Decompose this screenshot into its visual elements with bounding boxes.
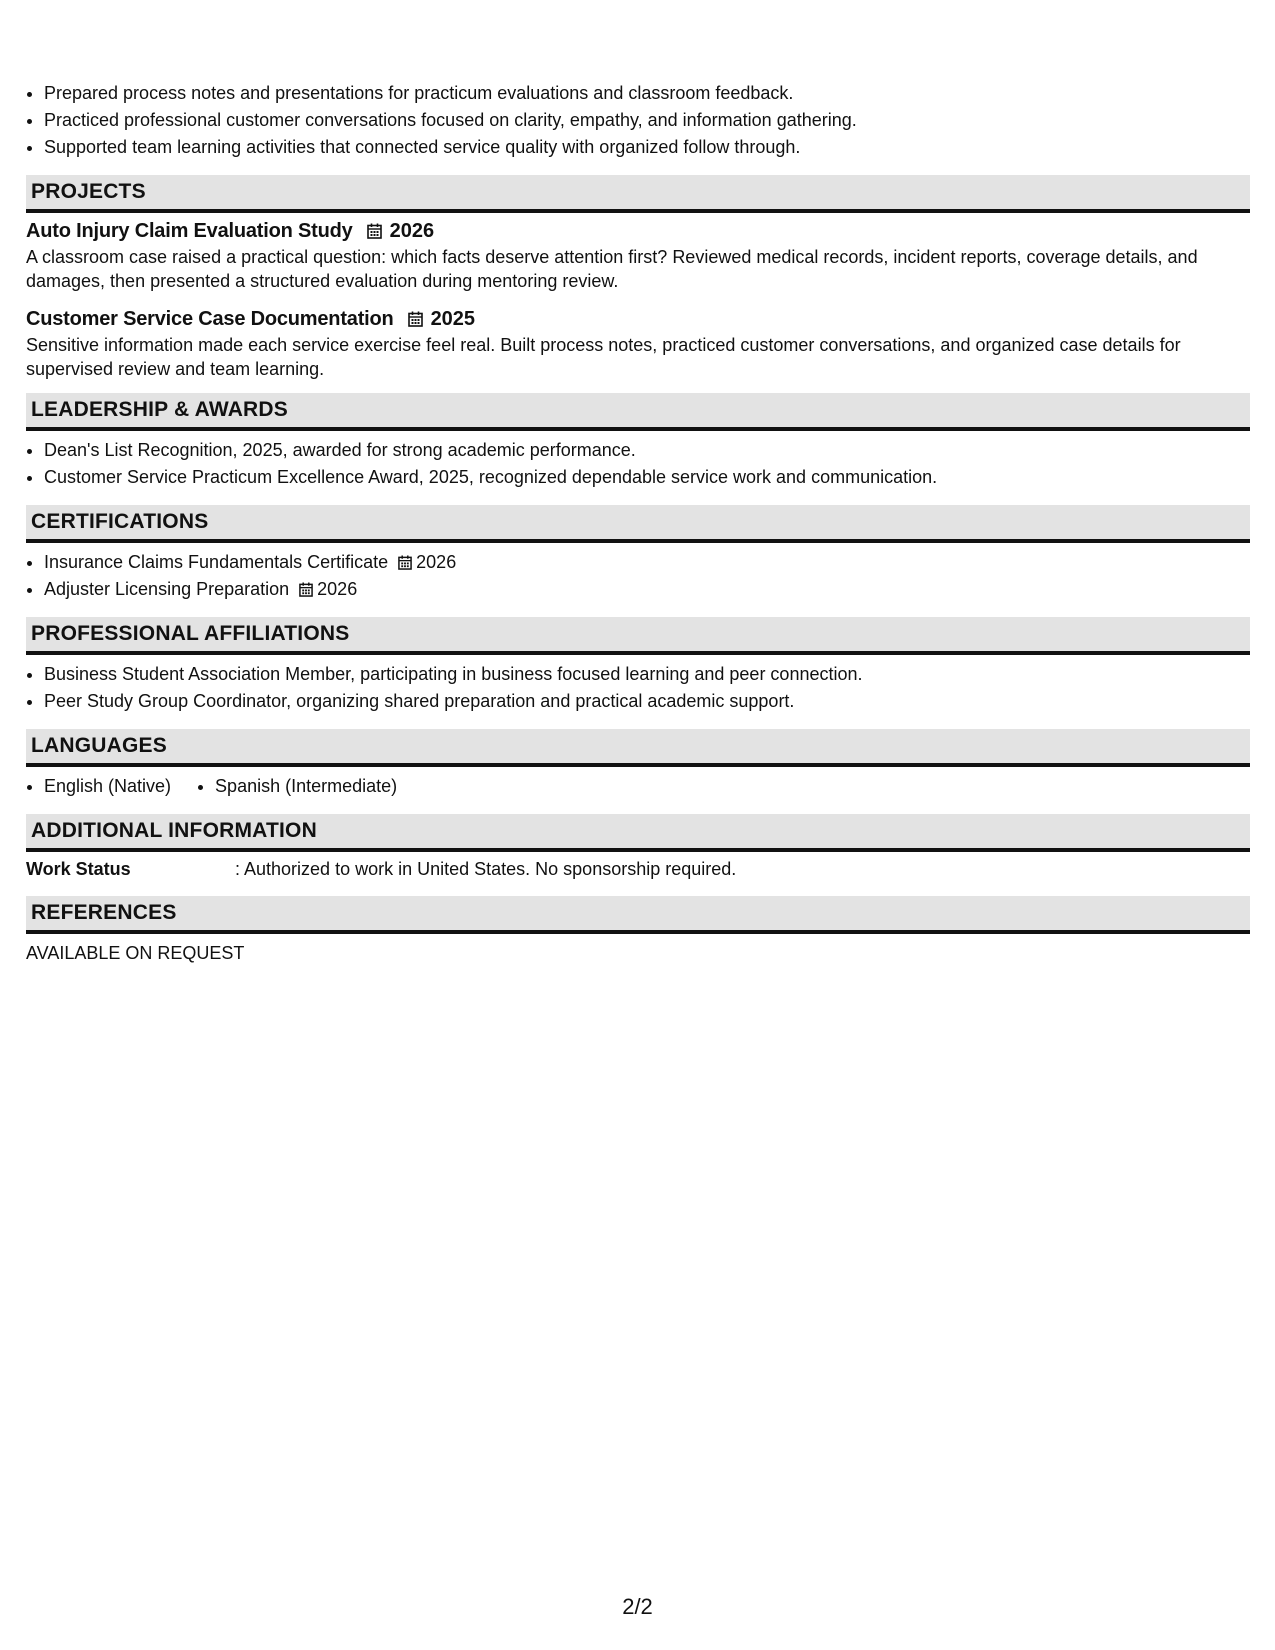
references-section <box>26 896 1250 966</box>
certification-name: • Insurance Claims Fundamentals Certificate <box>44 552 389 572</box>
leadership-section <box>26 393 1250 491</box>
section-header <box>26 617 1250 655</box>
resume-page <box>26 80 1250 966</box>
project-description: A classroom case raised a practical question: which facts deserve attention first? Reviewed medical records, incident reports, coverage details, and damages, then presented a structured evaluation during mentoring review. <box>26 247 1198 291</box>
work-status-value: : Authorized to work in United States. No sponsorship required. <box>235 859 737 879</box>
calendar-icon <box>299 582 313 597</box>
section-header <box>26 814 1250 852</box>
section-title: CERTIFICATIONS <box>31 510 209 533</box>
section-title: LANGUAGES <box>31 734 167 757</box>
certifications-section <box>26 505 1250 603</box>
list-item: • Business Student Association Member, participating in business focused learning and peer connection. <box>44 661 1250 688</box>
section-title: ADDITIONAL INFORMATION <box>31 819 317 842</box>
section-title: PROFESSIONAL AFFILIATIONS <box>31 622 350 645</box>
work-status-label: Work Status <box>26 859 131 879</box>
section-header <box>26 729 1250 767</box>
additional-info-section <box>26 814 1250 882</box>
section-header <box>26 505 1250 543</box>
list-item: • Practiced professional customer conversations focused on clarity, empathy, and information gathering. <box>44 107 1250 134</box>
list-item <box>44 576 1250 603</box>
certification-year: 2026 <box>317 579 358 599</box>
list-item: • Peer Study Group Coordinator, organizing shared preparation and practical academic support. <box>44 688 1250 715</box>
project-item <box>26 217 1250 293</box>
projects-section <box>26 175 1250 381</box>
calendar-icon <box>408 311 423 327</box>
list-item: • Prepared process notes and presentations for practicum evaluations and classroom feedback. <box>44 80 1250 107</box>
certification-name: • Adjuster Licensing Preparation <box>44 579 290 599</box>
awards-list <box>26 437 1250 491</box>
project-year: 2026 <box>389 219 435 242</box>
work-status-row <box>26 856 1250 882</box>
page-number: 2/2 <box>622 1594 653 1619</box>
project-title: Auto Injury Claim Evaluation Study <box>26 219 353 242</box>
section-title: REFERENCES <box>31 901 177 924</box>
affiliations-list <box>26 661 1250 715</box>
project-title: Customer Service Case Documentation <box>26 307 394 330</box>
list-item: • Customer Service Practicum Excellence Award, 2025, recognized dependable service work and communication. <box>44 464 1250 491</box>
certifications-list <box>26 549 1250 603</box>
list-item: • Supported team learning activities that connected service quality with organized follow through. <box>44 134 1250 161</box>
section-header <box>26 175 1250 213</box>
project-item <box>26 305 1250 381</box>
affiliations-section <box>26 617 1250 715</box>
project-year: 2025 <box>430 307 476 330</box>
calendar-icon <box>398 555 412 570</box>
section-title: LEADERSHIP & AWARDS <box>31 398 288 421</box>
list-item: • Dean's List Recognition, 2025, awarded for strong academic performance. <box>44 437 1250 464</box>
references-text: AVAILABLE ON REQUEST <box>26 943 245 963</box>
section-header <box>26 393 1250 431</box>
language-item: • English (Native) <box>44 773 171 800</box>
section-header <box>26 896 1250 934</box>
languages-list <box>26 773 1250 800</box>
list-item <box>44 549 1250 576</box>
experience-bullet-list <box>26 80 1250 161</box>
language-item: • Spanish (Intermediate) <box>215 773 397 800</box>
project-description: Sensitive information made each service exercise feel real. Built process notes, practiced customer conversations, and organized case details for supervised review and team learning. <box>26 335 1181 379</box>
languages-section <box>26 729 1250 800</box>
certification-year: 2026 <box>416 552 457 572</box>
section-title: PROJECTS <box>31 180 146 203</box>
calendar-icon <box>367 223 382 239</box>
